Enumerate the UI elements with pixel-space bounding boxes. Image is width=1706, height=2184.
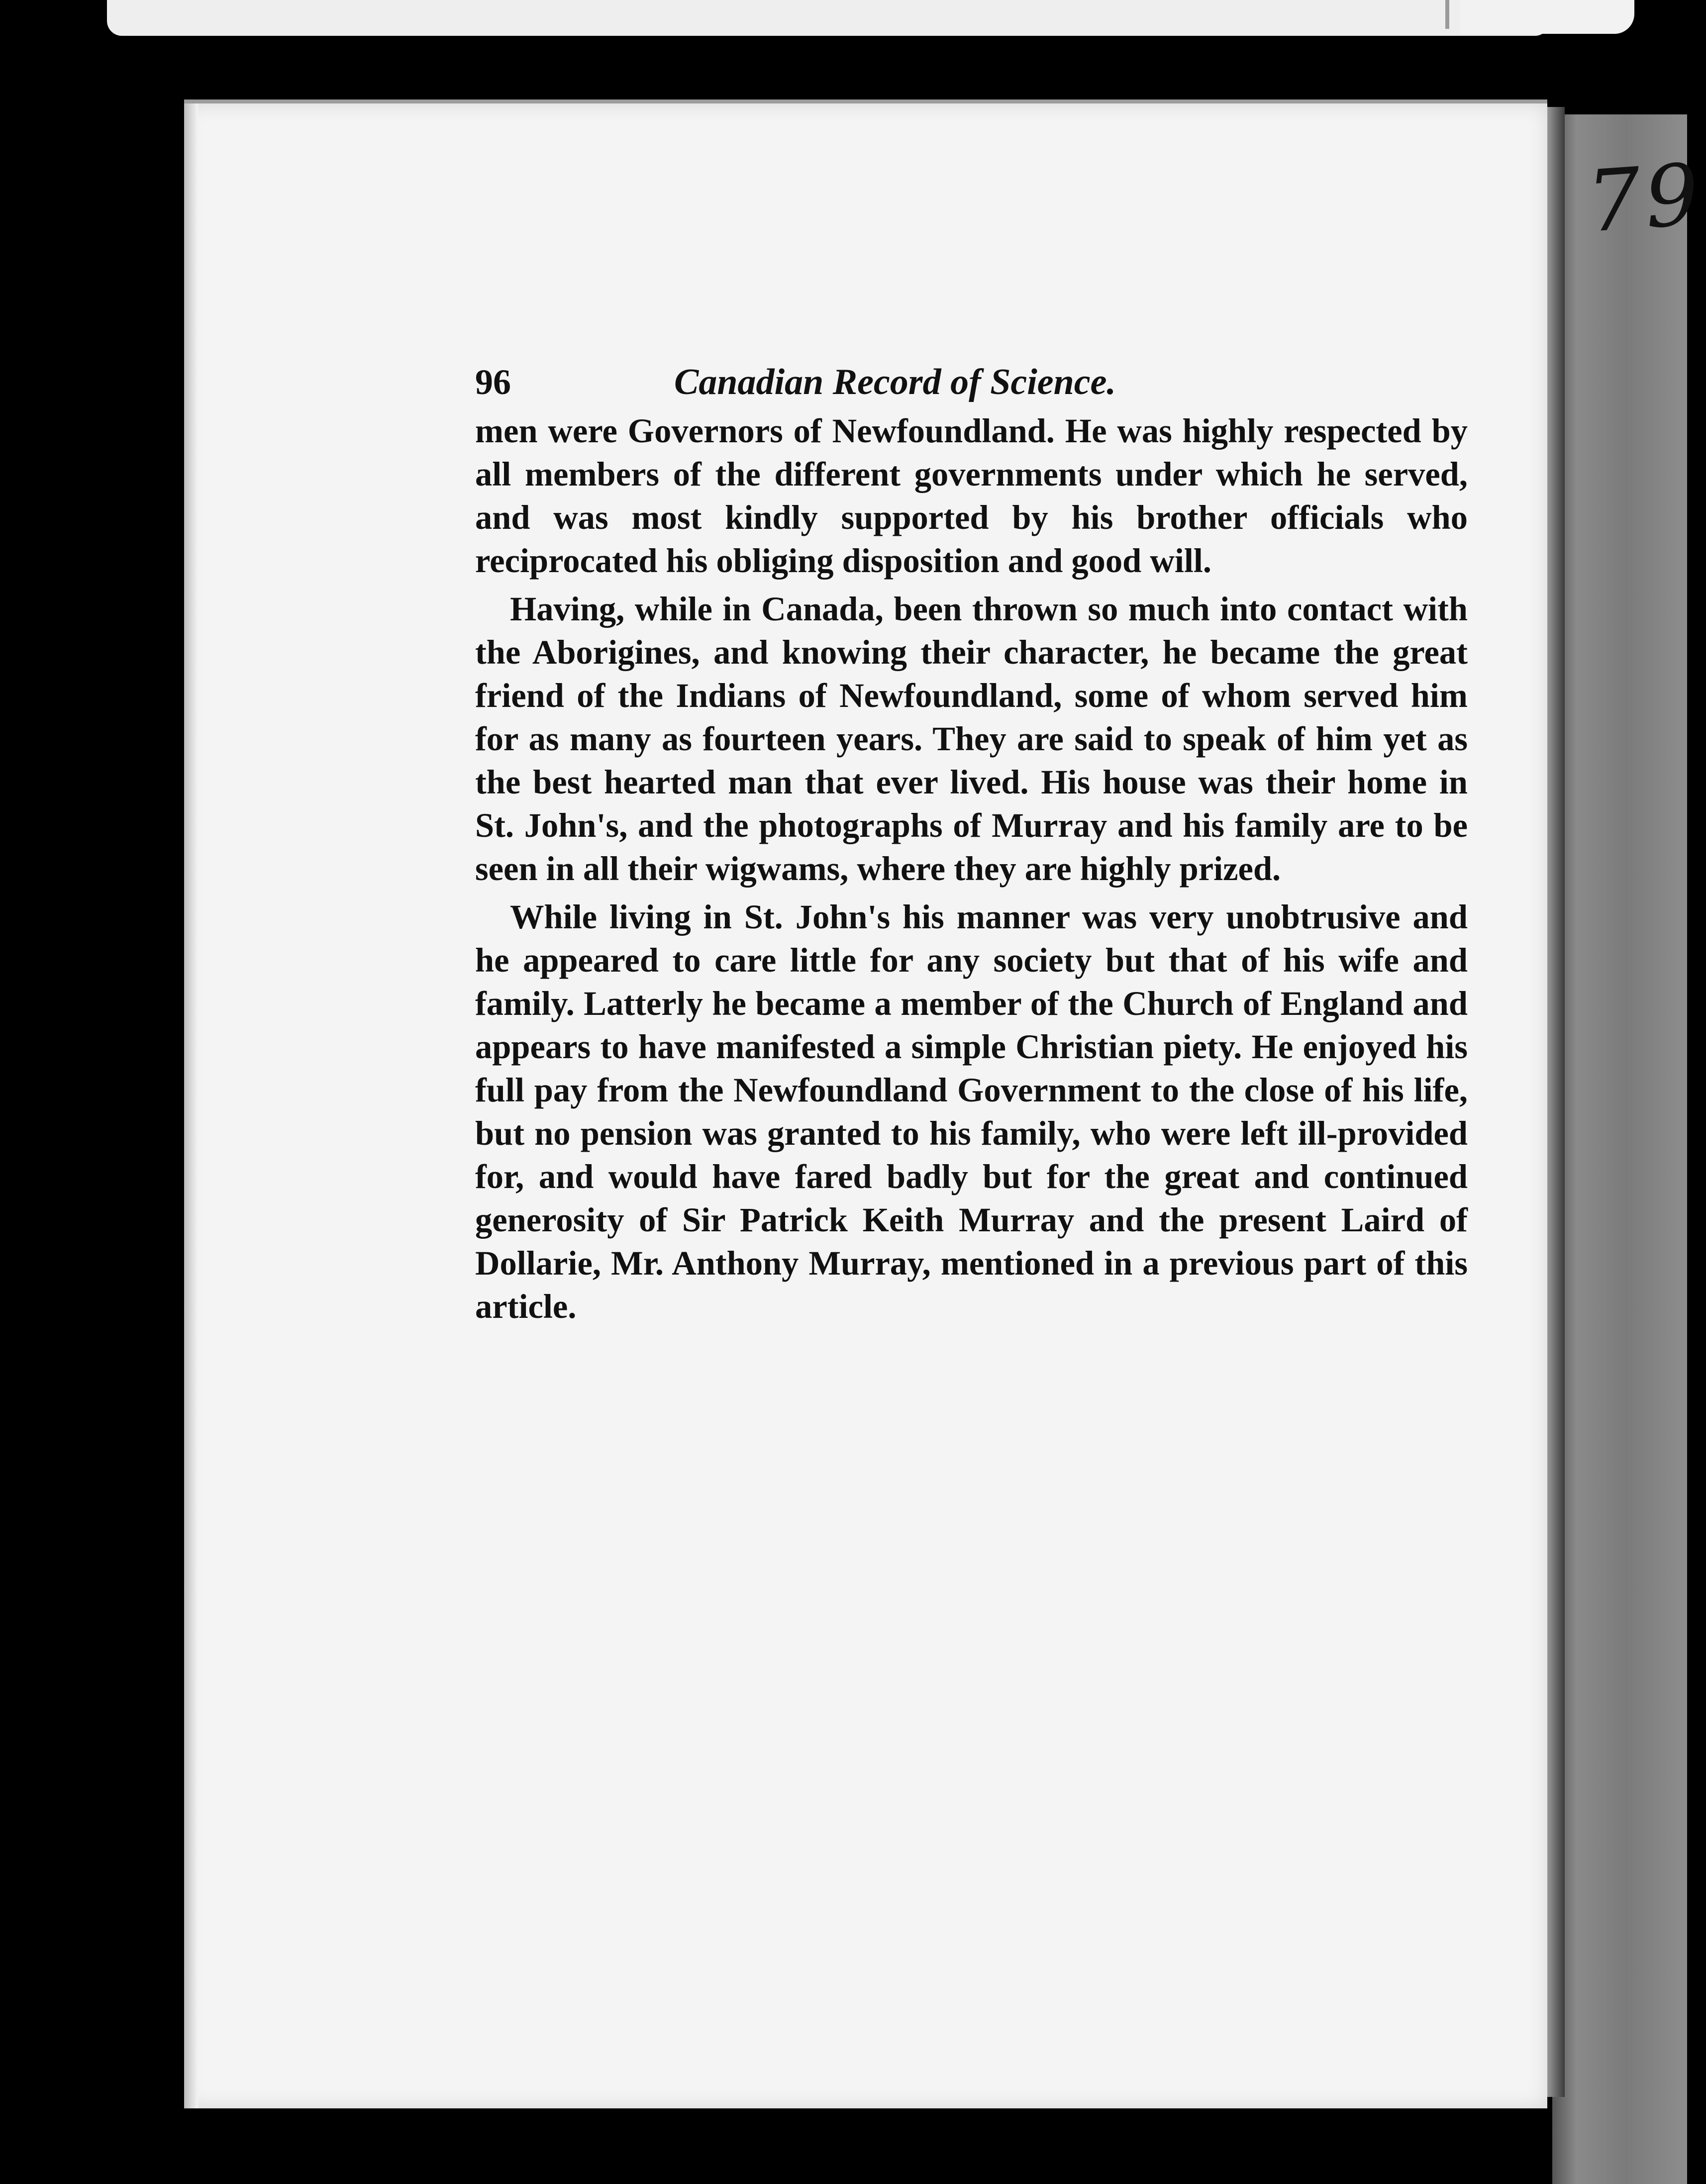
running-head (475, 355, 1468, 409)
adjacent-page-edge (1552, 114, 1687, 2184)
paragraph-st-johns: While living in St. John's his manner was very unobtrusive and he appeared to care little for any society but that of his wife and family. Latterly he became a member of the Church of England and appears to have manifested a simple Christian piety. He enjoyed his full pay from the Newfoundland Government to the close of his life, but no pension was granted to his family, who were left ill-provided for, and would have fared badly but for the great and continued generosity of Sir Patrick Keith Murray and the present Laird of Dollarie, Mr. Anthony Murray, mentioned in a previous part of this article. (475, 898, 1468, 1325)
adjacent-sheet-edge (107, 0, 1550, 36)
text-block (475, 355, 1468, 1328)
page-number: 96 (475, 362, 511, 402)
adjacent-sheet-corner (1460, 0, 1634, 34)
book-page (184, 99, 1547, 2108)
sheet-divider (1445, 0, 1449, 29)
paragraph-aborigines: Having, while in Canada, been thrown so much into contact with the Aborigines, and knowing their character, he became the great friend of the Indians of Newfoundland, some of whom served him for as many as fourteen years. They are said to speak of him yet as the best hearted man that ever lived. His house was their home in St. John's, and the photographs of Murray and his family are to be seen in all their wigwams, where they are highly prized. (475, 590, 1468, 888)
journal-title: Canadian Record of Science. (674, 362, 1116, 402)
handwritten-margin-note: 79 (1584, 145, 1706, 252)
paragraph-continuation: men were Governors of Newfoundland. He was highly respected by all members of the different governments under which he served, and was most kindly supported by his brother officials who reciprocated his obliging disposition and good will. (475, 412, 1468, 580)
